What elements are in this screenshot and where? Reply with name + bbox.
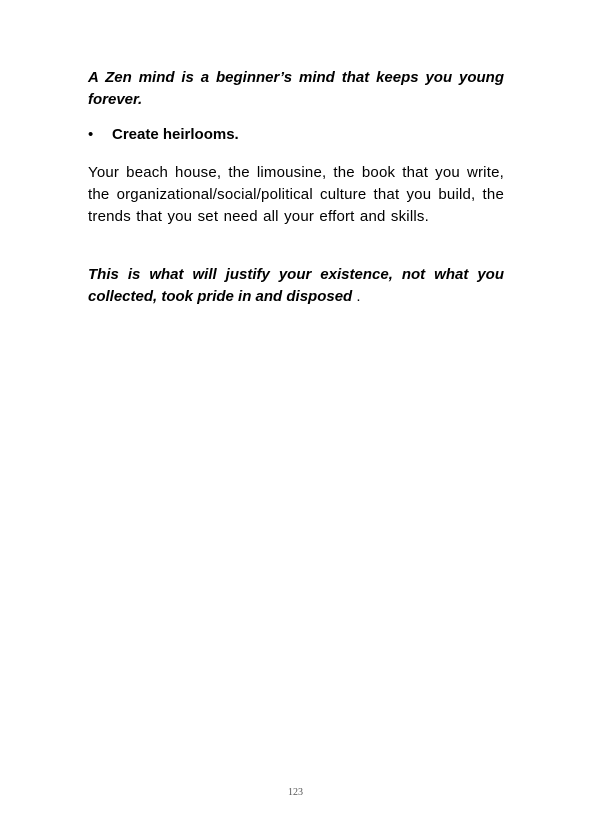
page-number: 123: [288, 787, 303, 798]
paragraph-beach-house: Your beach house, the limousine, the book that you write, the organizational/social/political culture that you build, the trends that you set need all your effort and skills.: [88, 164, 504, 225]
bullet-marker: •: [88, 126, 94, 143]
paragraph-trailing-period: .: [352, 288, 361, 305]
bullet-item-heirlooms: [88, 124, 239, 146]
paragraph-justify-existence-text: This is what will justify your existence, not what you collected, took pride in and disposed: [88, 266, 504, 305]
bullet-label: Create heirlooms.: [112, 126, 239, 143]
paragraph-justify-existence: [88, 264, 504, 308]
paragraph-zen-mind: A Zen mind is a beginner’s mind that keeps you young forever.: [88, 69, 504, 108]
